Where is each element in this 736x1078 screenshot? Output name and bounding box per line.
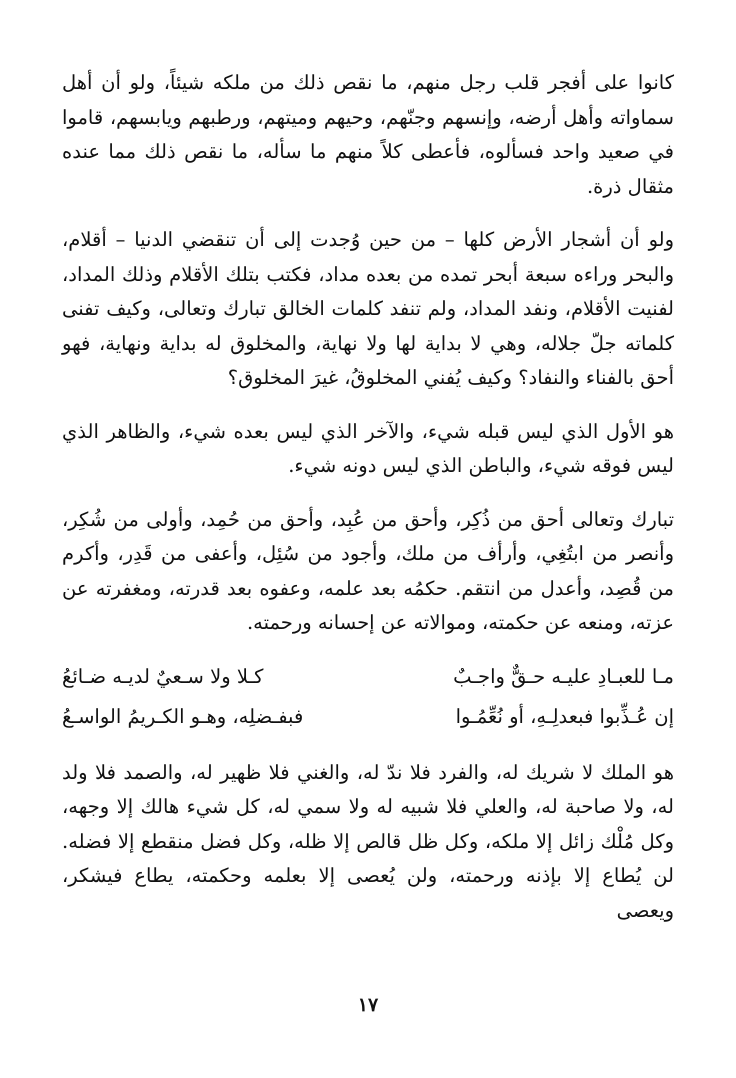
poem-first-hemistich: إن عُـذِّبوا فبعدلِـهِ، أو نُعِّمُـوا: [455, 704, 674, 728]
poem-second-hemistich: كـلا ولا سـعيٌ لديـه ضـائعُ: [62, 664, 264, 688]
poem-verses: [62, 660, 674, 734]
paragraph: تبارك وتعالى أحق من ذُكِر، وأحق من عُبِد، وأحق من حُمِد، وأولى من شُكِر، وأنصر من ابتُغِي، وأرأف من ملك، وأجود من سُئِل، وأعفى من قَدِر، وأكرم من قُصِد، وأعدل من انتقم. حكمُه بعد علمه، وعفوه بعد قدرته، ومغفرته عن عزته، ومنعه عن حكمته، وموالاته عن إحسانه ورحمته.: [62, 507, 674, 634]
paragraph: ولو أن أشجار الأرض كلها – من حين وُجدت إلى أن تنقضي الدنيا – أقلام، والبحر وراءه سبعة أبحر تمده من بعده مداد، فكتب بتلك الأقلام وذلك المداد، لفنيت الأقلام، ونفد المداد، ولم تنفد كلمات الخالق تبارك وتعالى، وكيف تفنى كلماته جلّ جلاله، وهي لا بداية لها ولا نهاية، والمخلوق له بداية ونهاية، فهو أحق بالفناء والنفاد؟ وكيف يُفني المخلوقُ، غيرَ المخلوق؟: [62, 228, 674, 389]
paragraph: كانوا على أفجر قلب رجل منهم، ما نقص ذلك من ملكه شيئاً، ولو أن أهل سماواته وأهل أرضه، وإنسهم وجنّهم، وحيهم وميتهم، ورطبهم ويابسهم، قاموا في صعيد واحد فسألوه، فأعطى كلاً منهم ما سأله، ما نقص ذلك مما عنده مثقال ذرة.: [62, 71, 674, 198]
book-page: [62, 62, 674, 1022]
poem-verse: [62, 700, 674, 734]
poem-verse: [62, 660, 674, 694]
page-number: ١٧: [357, 994, 379, 1016]
paragraph: هو الأول الذي ليس قبله شيء، والآخر الذي ليس بعده شيء، والظاهر الذي ليس فوقه شيء، والباطن الذي ليس دونه شيء.: [62, 419, 674, 477]
closing-paragraph: هو الملك لا شريك له، والفرد فلا ندّ له، والغني فلا ظهير له، والصمد فلا ولد له، ولا صاحبة له، والعلي فلا شبيه له ولا سمي له، كل شيء هالك إلا وجهه، وكل مُلْك زائل إلا ملكه، وكل ظل قالص إلا ظله، وكل فضل منقطع إلا فضله. لن يُطاع إلا بإذنه ورحمته، ولن يُعصى إلا بعلمه وحكمته، يطاع فيشكر، ويعصى: [62, 760, 674, 922]
poem-first-hemistich: مـا للعبـادِ عليـه حـقٌّ واجـبٌ: [453, 664, 674, 688]
poem-second-hemistich: فبفـضلِه، وهـو الكـريمُ الواسـعُ: [62, 704, 304, 728]
